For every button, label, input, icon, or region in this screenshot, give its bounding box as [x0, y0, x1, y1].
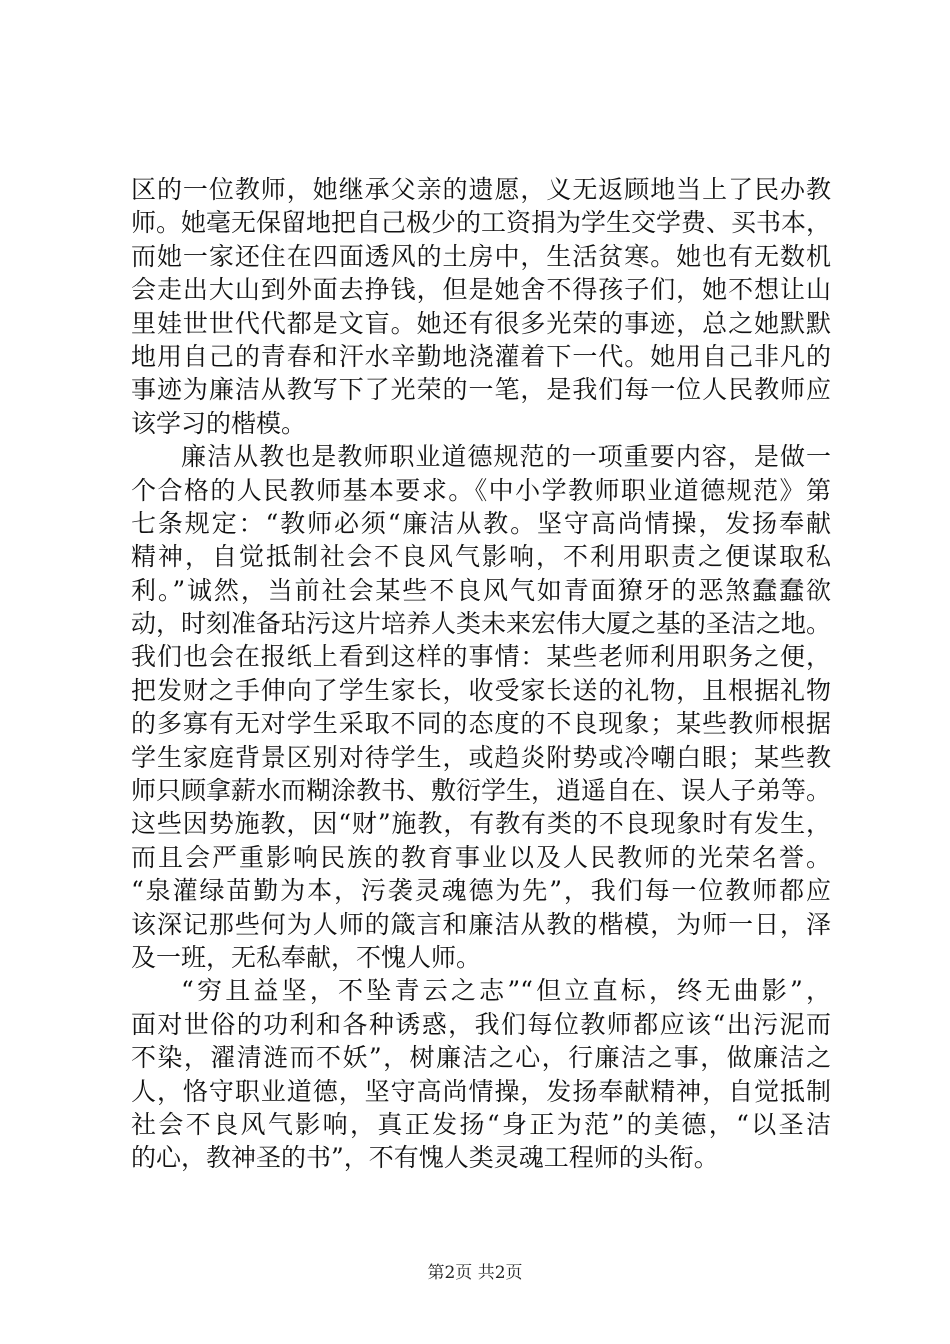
text-line: 地用自己的青春和汗水辛勤地浇灌着下一代。她用自己非凡的	[131, 341, 831, 371]
text-line: 而她一家还住在四面透风的土房中，生活贫寒。她也有无数机	[131, 241, 831, 271]
document-body	[131, 173, 831, 1175]
text-line: 七条规定：“教师必须“廉洁从教。坚守高尚情操，发扬奉献	[131, 508, 831, 538]
text-line: 不染，濯清涟而不妖”，树廉洁之心，行廉洁之事，做廉洁之	[131, 1043, 831, 1073]
text-line: 事迹为廉洁从教写下了光荣的一笔，是我们每一位人民教师应	[131, 375, 831, 405]
text-line: 里娃世世代代都是文盲。她还有很多光荣的事迹，总之她默默	[131, 308, 831, 338]
text-line: 动，时刻准备玷污这片培养人类未来宏伟大厦之基的圣洁之地。	[131, 609, 831, 639]
text-line: 区的一位教师，她继承父亲的遗愿，义无返顾地当上了民办教	[131, 175, 831, 204]
text-line: 社会不良风气影响，真正发扬“身正为范”的美德，“以圣洁	[131, 1109, 831, 1139]
text-line: 我们也会在报纸上看到这样的事情：某些老师利用职务之便，	[131, 642, 831, 672]
text-line: 个合格的人民教师基本要求。《中小学教师职业道德规范》第	[131, 475, 831, 505]
page-footer	[0, 1262, 950, 1284]
text-line: 师只顾拿薪水而糊涂教书、敷衍学生，逍遥自在、误人子弟等。	[131, 776, 831, 806]
text-line: 的多寡有无对学生采取不同的态度的不良现象；某些教师根据	[131, 709, 831, 739]
text-line: 面对世俗的功利和各种诱惑，我们每位教师都应该“出污泥而	[131, 1009, 831, 1039]
text-line: 把发财之手伸向了学生家长，收受家长送的礼物，且根据礼物	[131, 675, 831, 705]
text-line: 人，恪守职业道德，坚守高尚情操，发扬奉献精神，自觉抵制	[131, 1076, 831, 1106]
text-line: 该深记那些何为人师的箴言和廉洁从教的楷模，为师一日，泽	[131, 909, 831, 939]
text-line: “泉灌绿苗勤为本，污袭灵魂德为先”，我们每一位教师都应	[131, 876, 831, 906]
page-number-label: 第2页 共2页	[427, 1263, 523, 1283]
text-line: 学生家庭背景区别对待学生，或趋炎附势或冷嘲白眼；某些教	[131, 742, 831, 772]
text-line: “穷且益坚，不坠青云之志”“但立直标，终无曲影”，	[181, 976, 831, 1006]
text-line: 会走出大山到外面去挣钱，但是她舍不得孩子们，她不想让山	[131, 275, 831, 305]
text-line: 廉洁从教也是教师职业道德规范的一项重要内容，是做一	[181, 442, 831, 472]
text-line: 利。”诚然，当前社会某些不良风气如青面獠牙的恶煞蠢蠢欲	[131, 575, 831, 605]
text-line: 师。她毫无保留地把自己极少的工资捐为学生交学费、买书本，	[131, 208, 831, 238]
text-line: 该学习的楷模。	[131, 408, 307, 438]
text-line: 的心，教神圣的书”，不有愧人类灵魂工程师的头衔。	[131, 1143, 719, 1173]
text-line: 而且会严重影响民族的教育事业以及人民教师的光荣名誉。	[131, 842, 831, 872]
text-line: 这些因势施教，因“财”施教，有教有类的不良现象时有发生，	[131, 809, 831, 839]
text-line: 及一班，无私奉献，不愧人师。	[131, 942, 482, 972]
text-line: 精神，自觉抵制社会不良风气影响，不利用职责之便谋取私	[131, 542, 831, 572]
